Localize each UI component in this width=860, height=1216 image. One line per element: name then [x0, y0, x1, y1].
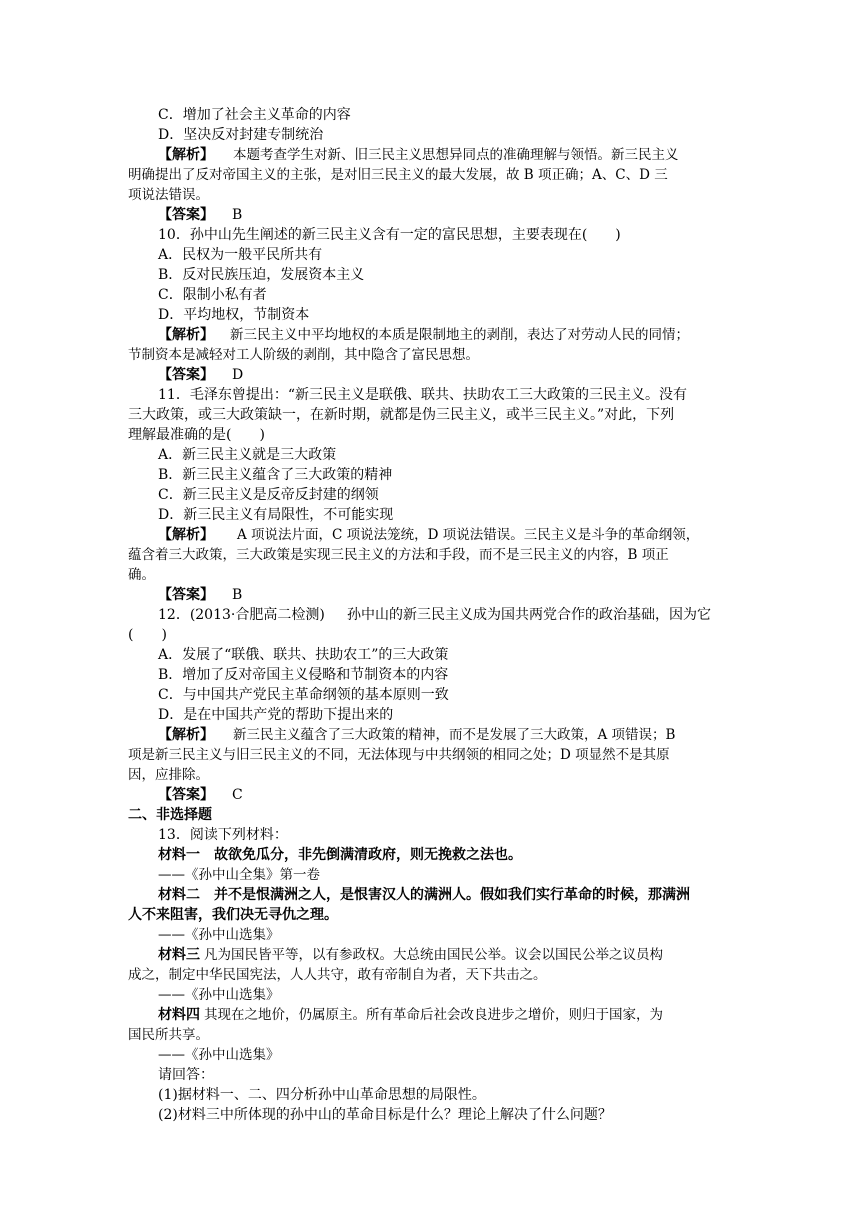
sub-question-1: (1)据材料一、二、四分析孙中山革命思想的局限性。	[158, 1087, 486, 1103]
answer-label: 【答案】	[158, 787, 214, 803]
option-b: B．新三民主义蕴含了三大政策的精神	[158, 467, 393, 483]
analysis-text: 因，应排除。	[128, 767, 209, 783]
answer-value: B	[232, 207, 243, 223]
question-13: 13．阅读下列材料：	[158, 827, 288, 843]
option-c: C．增加了社会主义革命的内容	[158, 107, 351, 123]
analysis-label: 【解析】	[158, 727, 214, 743]
analysis-text: 新三民主义中平均地权的本质是限制地主的剥削，表达了对劳动人民的同情；	[230, 327, 689, 343]
material-4: 其现在之地价，仍属原主。所有革命后社会改良进步之增价，则归于国家，为	[204, 1007, 663, 1023]
option-a: A．新三民主义就是三大政策	[158, 447, 337, 463]
option-d: D．是在中国共产党的帮助下提出来的	[158, 707, 394, 723]
section-heading: 二、非选择题	[128, 807, 212, 823]
analysis-text: 明确提出了反对帝国主义的主张，是对旧三民主义的最大发展，故 B 项正确；A、C、D 三	[128, 167, 668, 183]
material-2: 人不来阻害，我们决无寻仇之理。	[128, 907, 338, 923]
answer-label: 【答案】	[158, 367, 214, 383]
option-a: A．发展了“联俄、联共、扶助农工”的三大政策	[158, 647, 449, 663]
analysis-text: 节制资本是减轻对工人阶级的剥削，其中隐含了富民思想。	[128, 347, 479, 363]
option-c: C．新三民主义是反帝反封建的纲领	[158, 487, 379, 503]
analysis-text: 蕴含着三大政策，三大政策是实现三民主义的方法和手段，而不是三民主义的内容，B 项正	[128, 547, 669, 563]
answer-value: C	[232, 787, 243, 803]
material-2: 材料二 并不是恨满洲之人，是恨害汉人的满洲人。假如我们实行革命的时候，那满洲	[158, 887, 690, 903]
analysis-label: 【解析】	[158, 147, 214, 163]
question-12-source: 12．(2013·合肥高二检测)	[158, 607, 325, 623]
material-source: ——《孙中山选集》	[158, 987, 280, 1003]
material-4: 国民所共享。	[128, 1027, 209, 1043]
material-source: ——《孙中山选集》	[158, 927, 280, 943]
material-4-label: 材料四	[158, 1007, 200, 1023]
option-b: B．增加了反对帝国主义侵略和节制资本的内容	[158, 667, 449, 683]
option-c: C．与中国共产党民主革命纲领的基本原则一致	[158, 687, 449, 703]
material-3: 成之，制定中华民国宪法，人人共守，敢有帝制自为者，天下共击之。	[128, 967, 547, 983]
question-11: 理解最准确的是( )	[128, 427, 265, 443]
material-3-label: 材料三	[158, 947, 200, 963]
material-3: 凡为国民皆平等，以有参政权。大总统由国民公举。议会以国民公举之议员构	[204, 947, 663, 963]
analysis-text: 项说法错误。	[128, 187, 209, 203]
material-source: ——《孙中山全集》第一卷	[158, 867, 320, 883]
analysis-label: 【解析】	[158, 527, 214, 543]
prompt: 请回答：	[158, 1067, 214, 1083]
question-11: 三大政策，或三大政策缺一，在新时期，就都是伪三民主义，或半三民主义。”对此，下列	[128, 407, 675, 423]
analysis-label: 【解析】	[158, 327, 214, 343]
question-12: ( )	[128, 627, 167, 643]
question-11: 11．毛泽东曾提出：“新三民主义是联俄、联共、扶助农工三大政策的三民主义。没有	[158, 387, 687, 403]
material-1: 材料一 故欲免瓜分，非先倒满清政府，则无挽救之法也。	[158, 847, 522, 863]
sub-question-2: (2)材料三中所体现的孙中山的革命目标是什么？理论上解决了什么问题？	[158, 1107, 612, 1123]
analysis-text: A 项说法片面，C 项说法笼统，D 项说法错误。三民主义是斗争的革命纲领，	[237, 527, 700, 543]
option-b: B．反对民族压迫，发展资本主义	[158, 267, 365, 283]
option-d: D．坚决反对封建专制统治	[158, 127, 324, 143]
answer-label: 【答案】	[158, 207, 214, 223]
question-10: 10．孙中山先生阐述的新三民主义含有一定的富民思想，主要表现在( )	[158, 227, 621, 243]
option-d: D．新三民主义有局限性，不可能实现	[158, 507, 394, 523]
option-a: A．民权为一般平民所共有	[158, 247, 323, 263]
analysis-text: 确。	[128, 567, 155, 583]
answer-label: 【答案】	[158, 587, 214, 603]
answer-value: B	[232, 587, 243, 603]
option-c: C．限制小私有者	[158, 287, 267, 303]
answer-value: D	[232, 367, 244, 383]
option-d: D．平均地权，节制资本	[158, 307, 310, 323]
material-source: ——《孙中山选集》	[158, 1047, 280, 1063]
analysis-text: 新三民主义蕴含了三大政策的精神，而不是发展了三大政策，A 项错误；B	[233, 727, 676, 743]
question-12: 孙中山的新三民主义成为国共两党合作的政治基础，因为它	[347, 607, 711, 623]
analysis-text: 本题考查学生对新、旧三民主义思想异同点的准确理解与领悟。新三民主义	[233, 147, 679, 163]
analysis-text: 项是新三民主义与旧三民主义的不同，无法体现与中共纲领的相同之处；D 项显然不是其原	[128, 747, 670, 763]
